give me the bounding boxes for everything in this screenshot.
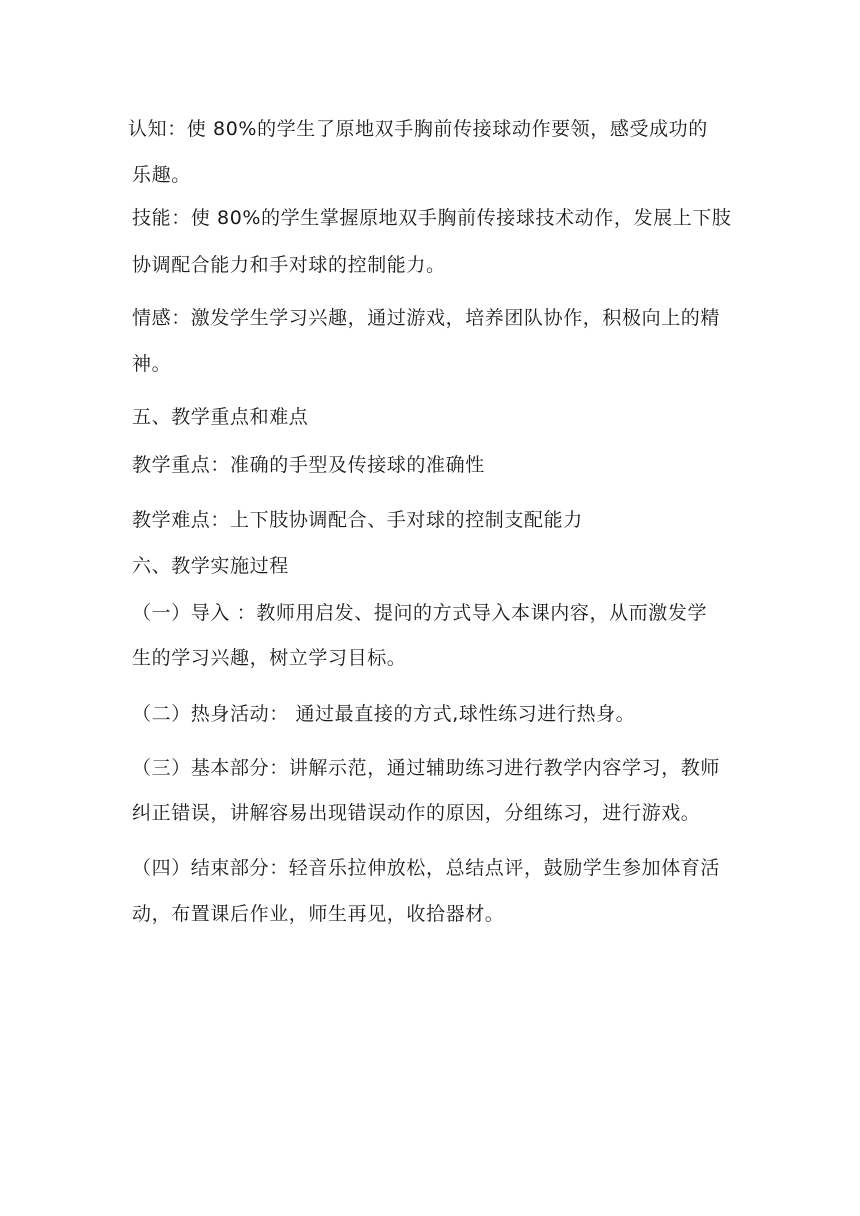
skill-objective-line-1: 技能：使 80%的学生掌握原地双手胸前传接球技术动作，发展上下肢	[132, 207, 732, 229]
step-4-line-1: （四）结束部分：轻音乐拉伸放松，总结点评，鼓励学生参加体育活	[132, 857, 721, 879]
step-1-line-1: （一）导入 ：教师用启发、提问的方式导入本课内容，从而激发学	[132, 602, 708, 624]
cognition-objective-line-1: 认知：使 80%的学生了原地双手胸前传接球动作要领，感受成功的	[128, 118, 708, 140]
teaching-key-point: 教学重点：准确的手型及传接球的准确性	[132, 454, 485, 476]
step-1-line-2: 生的学习兴趣，树立学习目标。	[132, 647, 407, 669]
skill-objective-line-2: 协调配合能力和手对球的控制能力。	[132, 254, 446, 276]
emotion-objective-line-1: 情感：激发学生学习兴趣，通过游戏，培养团队协作，积极向上的精	[132, 307, 721, 329]
cognition-objective-line-2: 乐趣。	[132, 164, 191, 186]
emotion-objective-line-2: 神。	[132, 353, 172, 375]
step-3-line-2: 纠正错误，讲解容易出现错误动作的原因，分组练习，进行游戏。	[132, 802, 701, 824]
step-4-line-2: 动，布置课后作业，师生再见，收拾器材。	[132, 903, 505, 925]
teaching-difficulty: 教学难点：上下肢协调配合、手对球的控制支配能力	[132, 509, 583, 531]
section-6-heading: 六、教学实施过程	[132, 555, 289, 577]
step-3-line-1: （三）基本部分：讲解示范，通过辅助练习进行教学内容学习，教师	[132, 757, 721, 779]
step-2-line-1: （二）热身活动： 通过最直接的方式,球性练习进行热身。	[132, 703, 636, 725]
section-5-heading: 五、教学重点和难点	[132, 406, 309, 428]
